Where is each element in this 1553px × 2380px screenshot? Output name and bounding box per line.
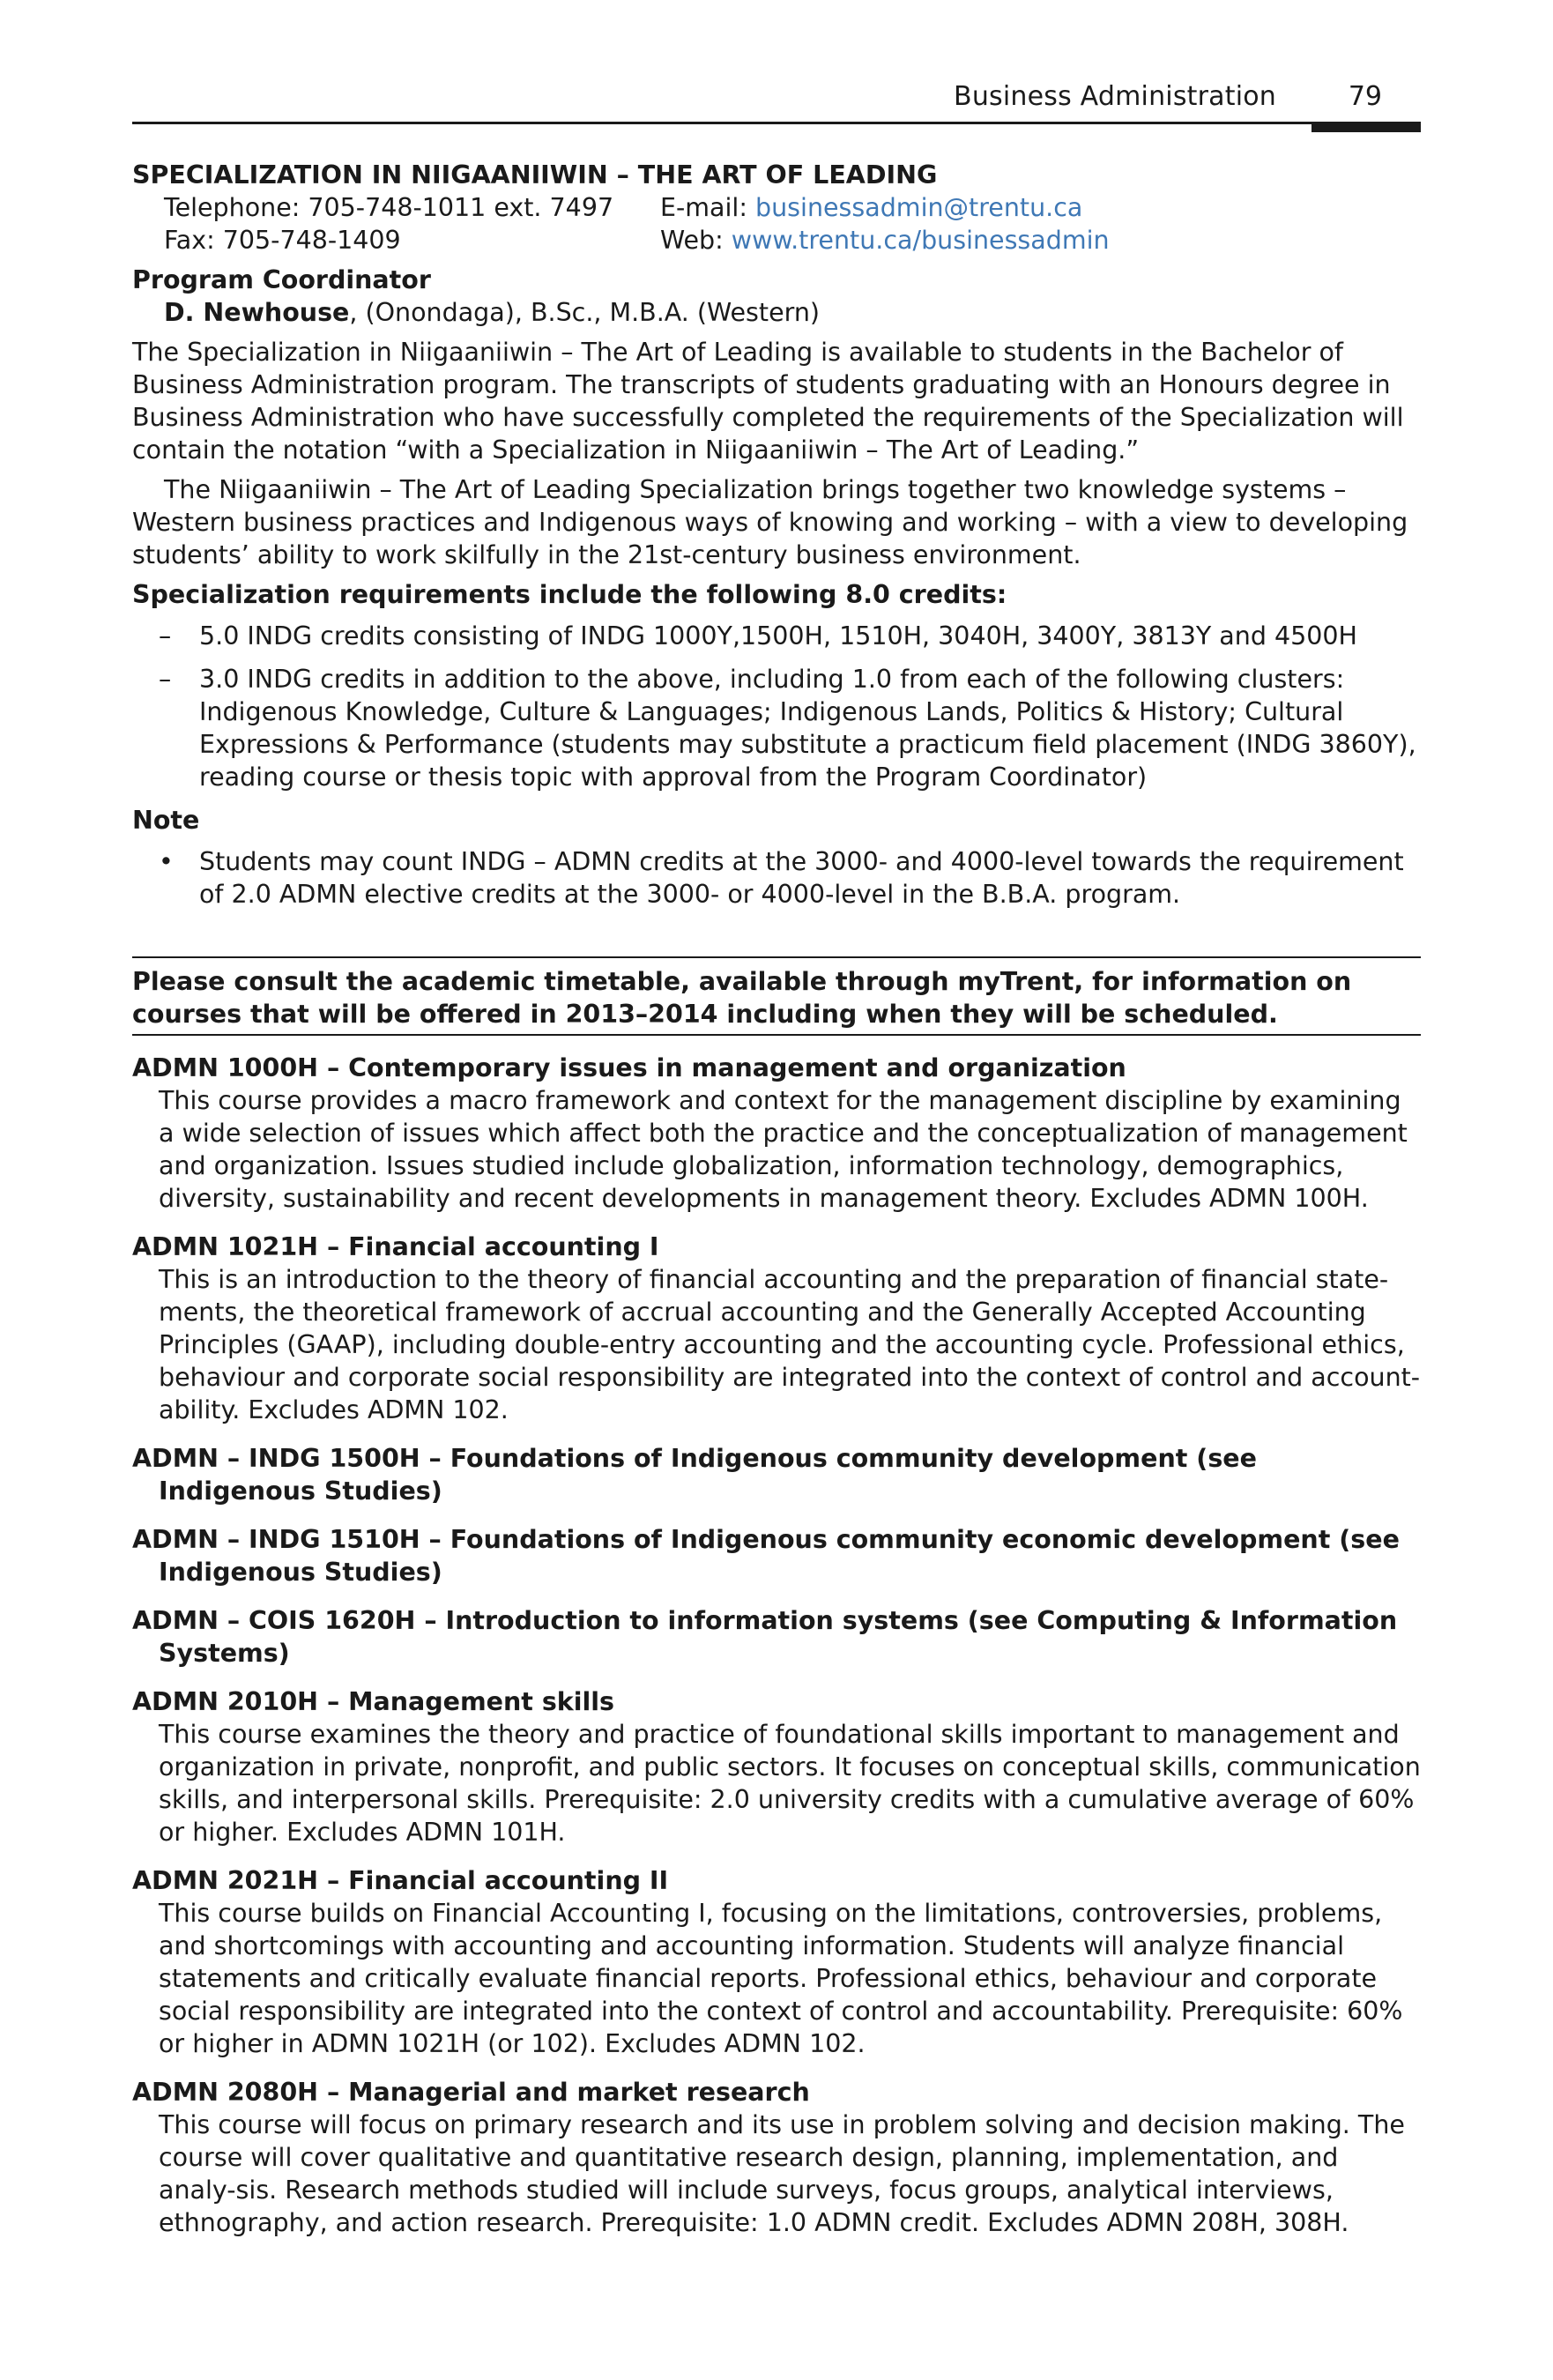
course-title: ADMN 1021H – Financial accounting I [132,1232,659,1261]
web-line [660,224,1277,257]
course-entry [132,1442,1421,1507]
timetable-notice: Please consult the academic timetable, available through myTrent, for information on courses that will be offered in 2013–2014 including when they will be scheduled. [132,956,1421,1036]
description-paragraph: The Niigaaniiwin – The Art of Leading Specialization brings together two knowledge systems – Western business practices and Indigenous ways of knowing and working – with a view to developing students’ ability to work skilfully in the 21st-century business environment. [132,475,1408,569]
course-entry [132,1523,1421,1588]
header-title: Business Administration [954,81,1276,112]
list-item: • Students may count INDG – ADMN credits at the 3000- and 4000-level towards the requirement of 2.0 ADMN elective credits at the 3000- or 4000-level in the B.B.A. program. [159,847,1404,909]
specialization-heading: SPECIALIZATION IN NIIGAANIIWIN – THE ART OF LEADING [132,160,938,190]
course-description: This course examines the theory and practice of foundational skills important to management and organization in private, nonprofit, and public sectors. It focuses on conceptual skills, communication skills, and interpersonal skills. Prerequisite: 2.0 university credits with a cumulative average of 60% or higher. Excludes ADMN 101H. [159,1720,1421,1847]
course-title: ADMN – INDG 1500H – Foundations of Indigenous community development (see Indigenous Studies) [132,1444,1257,1506]
course-entry [132,1685,1421,1848]
email-line [660,191,1277,224]
course-description: This course builds on Financial Accounting I, focusing on the limitations, controversies, problems, and shortcomings with accounting and accounting information. Students will analyze financial statements and critically evaluate financial reports. Professional ethics, behaviour and corporate social responsibility are integrated into the context of control and accountability. Prerequisite: 60% or higher in ADMN 1021H (or 102). Excludes ADMN 102. [159,1899,1403,2058]
course-entry [132,1604,1421,1670]
dash-icon: – [159,621,172,651]
dash-icon: – [159,665,172,694]
course-description: This course provides a macro framework and context for the management discipline by examining a wide selection of issues which affect both the practice and the conceptualization of management and organization. Issues studied include globalization, information technology, demographics, diversity, sustainability and recent developments in management theory. Excludes ADMN 100H. [159,1086,1408,1213]
course-entry [132,1052,1421,1215]
coordinator-name: D. Newhouse [164,298,350,327]
course-title: ADMN 2021H – Financial accounting II [132,1866,669,1895]
list-item: – 3.0 INDG credits in addition to the above, including 1.0 from each of the following clusters: Indigenous Knowledge, Culture & Languages; Indigenous Lands, Politics & History; Cultural Expressions & Performance (students may substitute a practicum field placement (INDG 3860Y), reading course or thesis topic with approval from the Program Coordinator) [159,665,1416,792]
course-title: ADMN – INDG 1510H – Foundations of Indigenous community economic development (see Indigenous Studies) [132,1525,1400,1587]
course-description: This course will focus on primary research and its use in problem solving and decision making. The course will cover qualitative and quantitative research design, planning, implementation, and analy-sis. Research methods studied will include surveys, focus groups, analytical interviews, ethnography, and action research. Prerequisite: 1.0 ADMN credit. Excludes ADMN 208H, 308H. [159,2110,1405,2237]
web-label: Web: [660,226,732,255]
course-title: ADMN 2080H – Managerial and market research [132,2078,810,2107]
coordinator-heading: Program Coordinator [132,265,431,294]
main-content [132,159,1421,2239]
course-entry [132,1231,1421,1426]
contact-block [164,191,1421,257]
coordinator-details: , (Onondaga), B.Sc., M.B.A. (Western) [349,298,820,327]
email-label: E-mail: [660,193,756,222]
fax: Fax: 705-748-1409 [164,226,401,255]
telephone: Telephone: 705-748-1011 ext. 7497 [164,193,614,222]
note-heading: Note [132,806,200,835]
email-link[interactable]: businessadmin@trentu.ca [755,193,1083,222]
course-title: ADMN – COIS 1620H – Introduction to information systems (see Computing & Information Systems) [132,1606,1398,1668]
course-description: This is an introduction to the theory of financial accounting and the preparation of financial state-ments, the theoretical framework of accrual accounting and the Generally Accepted Accounting Principles (GAAP), including double-entry accounting and the accounting cycle. Professional ethics, behaviour and corporate social responsibility are integrated into the context of control and account-ability. Excludes ADMN 102. [159,1265,1421,1424]
course-title: ADMN 2010H – Management skills [132,1687,615,1716]
header-rule [132,122,1421,124]
course-entry [132,2076,1421,2239]
page-number: 79 [1348,81,1382,112]
notes-list [132,845,1421,911]
running-header [132,74,1421,122]
course-title: ADMN 1000H – Contemporary issues in management and organization [132,1053,1126,1082]
list-item: – 5.0 INDG credits consisting of INDG 1000Y,1500H, 1510H, 3040H, 3400Y, 3813Y and 4500H [159,621,1357,651]
web-link[interactable]: www.trentu.ca/businessadmin [731,226,1110,255]
header-tab-mark [1312,122,1421,132]
course-entry [132,1864,1421,2060]
bullet-icon: • [159,847,174,876]
intro-paragraph: The Specialization in Niigaaniiwin – The Art of Leading is available to students in the Bachelor of Business Administration program. The transcripts of students graduating with an Honours degree in Business Administration who have successfully completed the requirements of the Specialization will contain the notation “with a Specialization in Niigaaniiwin – The Art of Leading.” [132,338,1404,465]
coordinator-line [164,296,1421,329]
requirements-list [132,620,1421,793]
requirements-heading: Specialization requirements include the following 8.0 credits: [132,580,1007,609]
